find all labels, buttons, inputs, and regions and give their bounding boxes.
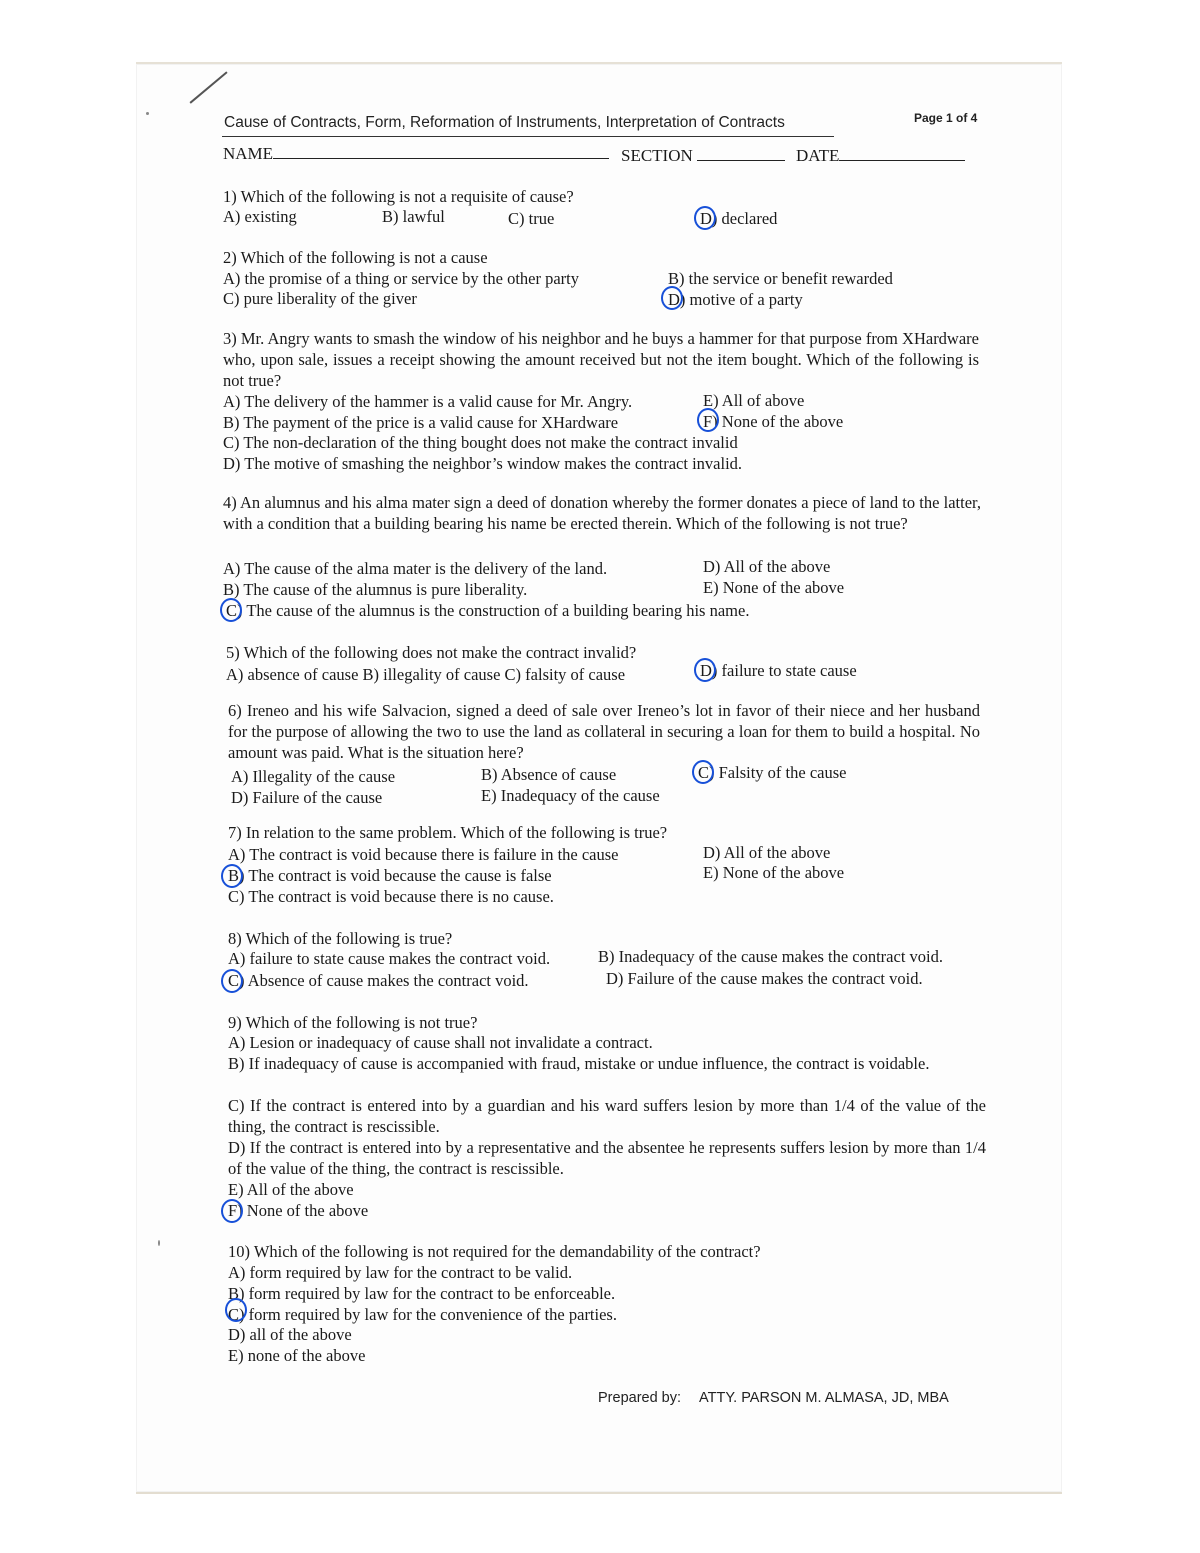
prepared-by-label: Prepared by:: [598, 1390, 682, 1406]
q3-option-e[interactable]: E) All of above: [703, 391, 805, 410]
q1-option-b[interactable]: B) lawful: [382, 207, 445, 226]
q2-option-c[interactable]: C) pure liberality of the giver: [223, 289, 417, 308]
q8-option-b[interactable]: B) Inadequacy of the cause makes the contract void.: [598, 947, 943, 966]
answer-circle-mark: [697, 408, 719, 432]
answer-circle-mark: [221, 1199, 243, 1223]
question-1-stem: 1) Which of the following is not a requisite of cause?: [223, 187, 574, 206]
section-blank[interactable]: [697, 146, 785, 161]
q6-option-a[interactable]: A) Illegality of the cause: [231, 767, 396, 786]
q3-option-c[interactable]: C) The non-declaration of the thing bought does not make the contract invalid: [223, 433, 738, 452]
q9-option-d[interactable]: D) If the contract is entered into by a representative and the absentee he represents suffers lesion by more than 1/4 of the value of the thing, the contract is rescissible.: [228, 1138, 986, 1178]
question-10-stem: 10) Which of the following is not required for the demandability of the contract?: [228, 1242, 761, 1261]
date-field[interactable]: [796, 146, 965, 166]
q4-option-d[interactable]: D) All of the above: [703, 557, 831, 576]
q7-option-e[interactable]: E) None of the above: [703, 863, 845, 882]
question-4-stem: 4) An alumnus and his alma mater sign a deed of donation whereby the former donates a piece of land to the latter, with a condition that a building bearing his name be erected therein. Which of the following is not true?: [223, 493, 981, 533]
question-7-stem: 7) In relation to the same problem. Which of the following is true?: [228, 823, 668, 842]
name-blank[interactable]: [273, 144, 609, 159]
q3-option-b[interactable]: B) The payment of the price is a valid cause for XHardware: [223, 413, 619, 432]
section-label: SECTION: [621, 146, 693, 165]
q4-option-c[interactable]: C) The cause of the alumnus is the construction of a building bearing his name.: [226, 601, 750, 620]
q3-option-d[interactable]: D) The motive of smashing the neighbor’s window makes the contract invalid.: [223, 454, 743, 473]
q2-option-d[interactable]: D) motive of a party: [668, 290, 803, 309]
q10-option-a[interactable]: A) form required by law for the contract to be valid.: [228, 1263, 573, 1282]
q6-option-d[interactable]: D) Failure of the cause: [231, 788, 383, 807]
answer-circle-mark: [220, 598, 242, 622]
q9-option-e[interactable]: E) All of the above: [228, 1180, 354, 1199]
page-number: Page 1 of 4: [914, 111, 978, 125]
title-underline: [222, 136, 834, 137]
date-blank[interactable]: [839, 146, 965, 161]
question-9-stem: 9) Which of the following is not true?: [228, 1013, 478, 1032]
question-2-stem: 2) Which of the following is not a cause: [223, 248, 488, 267]
q6-option-e[interactable]: E) Inadequacy of the cause: [481, 786, 660, 805]
q1-option-a[interactable]: A) existing: [223, 207, 297, 226]
exam-title: Cause of Contracts, Form, Reformation of Instruments, Interpretation of Contracts: [224, 114, 785, 131]
prepared-by: [598, 1390, 949, 1406]
answer-circle-mark: [694, 206, 716, 230]
date-label: DATE: [796, 146, 840, 165]
q10-option-b[interactable]: B) form required by law for the contract to be enforceable.: [228, 1284, 616, 1303]
q2-option-a[interactable]: A) the promise of a thing or service by the other party: [223, 269, 580, 288]
q10-option-d[interactable]: D) all of the above: [228, 1325, 352, 1344]
q8-option-c[interactable]: C) Absence of cause makes the contract void.: [228, 971, 529, 990]
section-field[interactable]: [621, 146, 785, 166]
question-3-stem: 3) Mr. Angry wants to smash the window of his neighbor and he buys a hammer for that purpose from XHardware who, upon sale, issues a receipt showing the amount received but not the item bought. Which of the following is not true?: [223, 329, 979, 390]
q8-option-a[interactable]: A) failure to state cause makes the contract void.: [228, 949, 551, 968]
q4-option-a[interactable]: A) The cause of the alma mater is the delivery of the land.: [223, 559, 608, 578]
q4-option-e[interactable]: E) None of the above: [703, 578, 845, 597]
q3-option-a[interactable]: A) The delivery of the hammer is a valid cause for Mr. Angry.: [223, 392, 633, 411]
q9-option-b[interactable]: B) If inadequacy of cause is accompanied with fraud, mistake or undue influence, the contract is voidable.: [228, 1054, 930, 1073]
q3-option-f[interactable]: F) None of the above: [703, 412, 844, 431]
q10-option-c[interactable]: C) form required by law for the convenience of the parties.: [228, 1305, 617, 1324]
q6-option-c[interactable]: C) Falsity of the cause: [698, 763, 847, 782]
prepared-by-author: ATTY. PARSON M. ALMASA, JD, MBA: [699, 1390, 949, 1406]
answer-circle-mark: [221, 969, 243, 993]
q9-option-a[interactable]: A) Lesion or inadequacy of cause shall not invalidate a contract.: [228, 1033, 653, 1052]
answer-circle-mark: [221, 864, 243, 888]
name-field[interactable]: [223, 144, 609, 164]
q9-option-f[interactable]: F) None of the above: [228, 1201, 369, 1220]
paper-speck: [146, 112, 149, 115]
answer-circle-mark: [225, 1298, 247, 1322]
q2-option-b[interactable]: B) the service or benefit rewarded: [668, 269, 893, 288]
name-label: NAME: [223, 144, 274, 163]
q8-option-d[interactable]: D) Failure of the cause makes the contract void.: [606, 969, 923, 988]
answer-circle-mark: [694, 658, 716, 682]
q10-option-e[interactable]: E) none of the above: [228, 1346, 366, 1365]
q9-option-c[interactable]: C) If the contract is entered into by a guardian and his ward suffers lesion by more than 1/4 of the value of the thing, the contract is rescissible.: [228, 1096, 986, 1136]
q4-option-b[interactable]: B) The cause of the alumnus is pure liberality.: [223, 580, 528, 599]
q7-option-a[interactable]: A) The contract is void because there is failure in the cause: [228, 845, 619, 864]
q6-option-b[interactable]: B) Absence of cause: [481, 765, 617, 784]
q7-option-c[interactable]: C) The contract is void because there is no cause.: [228, 887, 554, 906]
question-5-stem: 5) Which of the following does not make the contract invalid?: [226, 643, 637, 662]
question-8-stem: 8) Which of the following is true?: [228, 929, 453, 948]
answer-circle-mark: [692, 760, 714, 784]
q7-option-d[interactable]: D) All of the above: [703, 843, 831, 862]
question-6-stem: 6) Ireneo and his wife Salvacion, signed a deed of sale over Ireneo’s lot in favor of their niece and her husband for the purpose of allowing the two to use the land as collateral in securing a loan for them to build a hospital. No amount was paid. What is the situation here?: [228, 701, 980, 762]
q7-option-b[interactable]: B) The contract is void because the cause is false: [228, 866, 552, 885]
answer-circle-mark: [661, 286, 683, 310]
q1-option-c[interactable]: C) true: [508, 209, 555, 228]
paper-speck: [158, 1240, 160, 1246]
q1-option-d[interactable]: D) declared: [700, 209, 778, 228]
q5-options-a-c[interactable]: A) absence of cause B) illegality of cause C) falsity of cause: [226, 665, 626, 684]
q5-option-d[interactable]: D) failure to state cause: [700, 661, 857, 680]
